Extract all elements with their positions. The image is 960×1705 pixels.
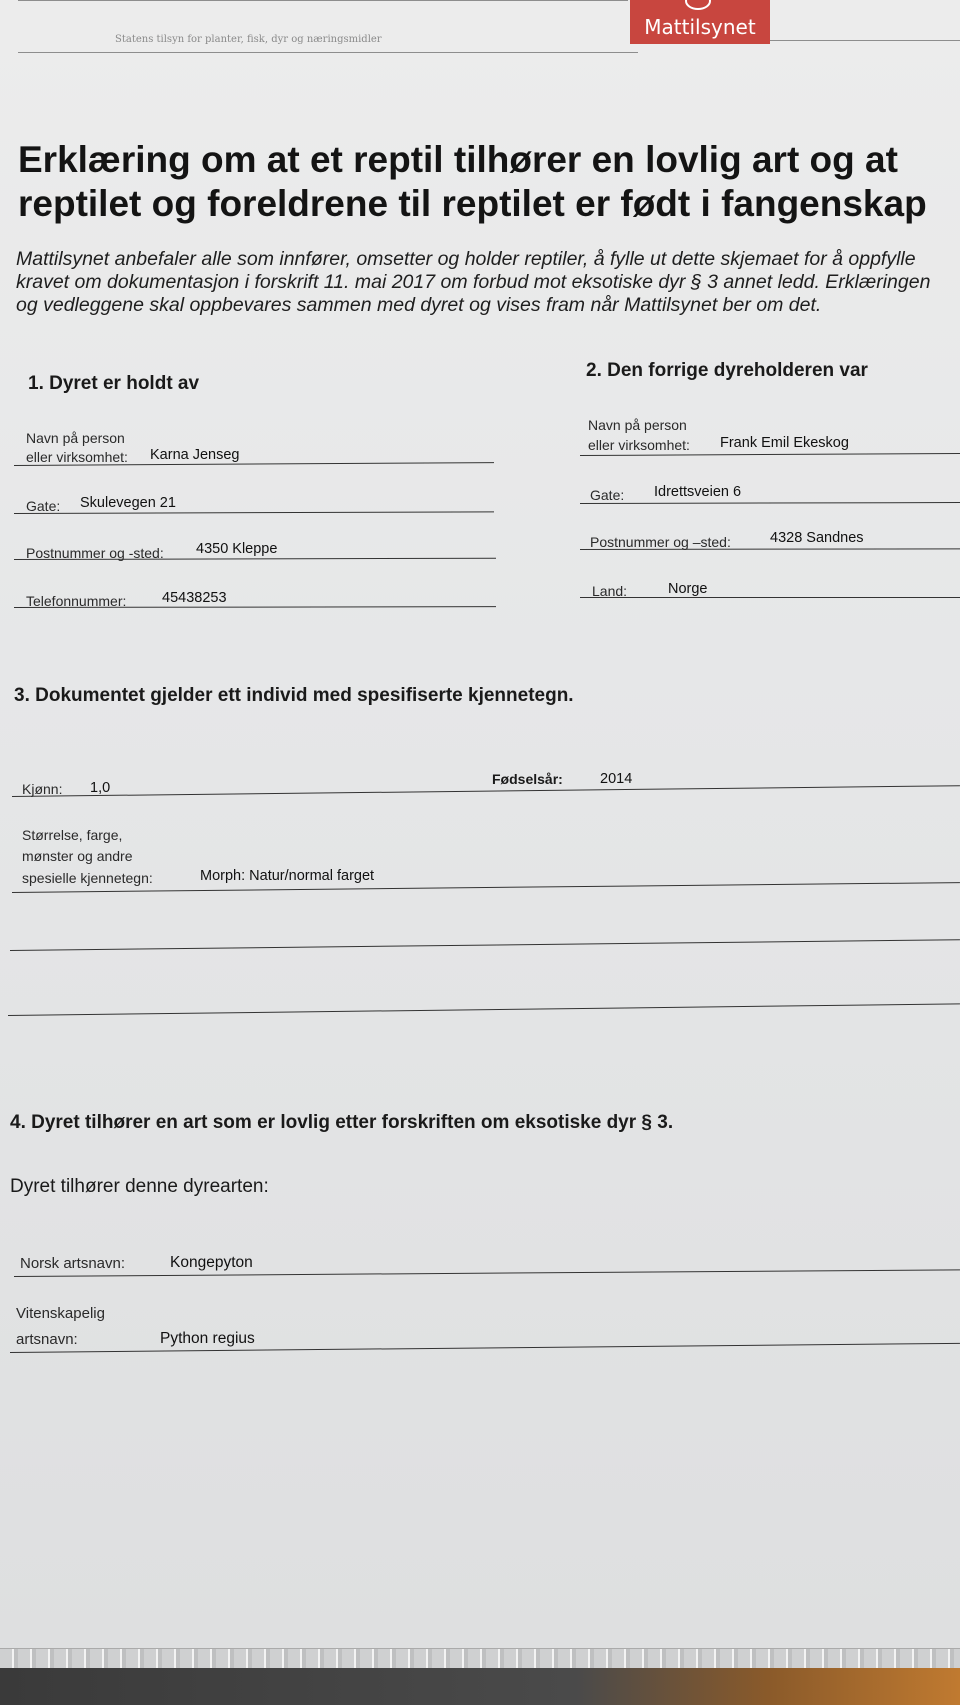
intro-text bbox=[16, 248, 930, 317]
s2-street-value[interactable]: Idrettsveien 6 bbox=[654, 484, 742, 500]
s1-postal-label: Postnummer og -sted: bbox=[26, 545, 164, 561]
mattilsynet-logo bbox=[630, 0, 770, 44]
s2-name-label-2: eller virksomhet: bbox=[588, 437, 690, 453]
intro-line-2: kravet om dokumentasjon i forskrift 11. mai 2017 om forbud mot eksotiske dyr § 3 annet ledd. Erklæringen bbox=[16, 271, 931, 293]
s2-postal-value[interactable]: 4328 Sandnes bbox=[770, 530, 864, 546]
header-rule-top bbox=[18, 0, 628, 1]
s1-postal-line bbox=[14, 558, 496, 560]
s4-norwegian-line bbox=[14, 1269, 960, 1277]
intro-line-1: Mattilsynet anbefaler alle som innfører, omsetter og holder reptiler, å fylle ut dette skjemaet for å oppfylle bbox=[16, 248, 916, 270]
s3-sex-birth-line bbox=[12, 785, 960, 797]
s3-features-line-1 bbox=[12, 882, 960, 893]
s3-sex-label: Kjønn: bbox=[22, 781, 63, 797]
form-title bbox=[18, 138, 927, 226]
s2-country-label: Land: bbox=[592, 583, 628, 599]
s1-name-label-2: eller virksomhet: bbox=[26, 449, 128, 465]
logo-mark-icon bbox=[685, 0, 711, 10]
s3-features-label-3: spesielle kjennetegn: bbox=[22, 870, 153, 886]
s1-phone-label: Telefonnummer: bbox=[26, 593, 127, 609]
section-2-heading: 2. Den forrige dyreholderen var bbox=[586, 360, 868, 381]
intro-line-3: og vedleggene skal oppbevares sammen med dyret og vises fram når Mattilsynet ber om det. bbox=[16, 294, 822, 316]
s2-street-line bbox=[580, 502, 960, 504]
s4-scientific-line bbox=[10, 1343, 960, 1353]
s4-norwegian-value[interactable]: Kongepyton bbox=[170, 1254, 253, 1271]
s1-name-label-1: Navn på person bbox=[26, 430, 125, 446]
s3-sex-value[interactable]: 1,0 bbox=[90, 780, 111, 796]
s3-features-label-2: mønster og andre bbox=[22, 848, 133, 864]
s1-phone-value[interactable]: 45438253 bbox=[162, 590, 227, 606]
s2-postal-label: Postnummer og –sted: bbox=[590, 534, 731, 550]
s3-birth-label: Fødselsår: bbox=[492, 771, 563, 787]
s2-postal-line bbox=[580, 548, 960, 550]
logo-text: Mattilsynet bbox=[644, 15, 756, 39]
s4-scientific-value[interactable]: Python regius bbox=[160, 1330, 255, 1347]
s2-name-label-1: Navn på person bbox=[588, 417, 687, 433]
section-3-heading: 3. Dokumentet gjelder ett individ med spesifiserte kjennetegn. bbox=[14, 685, 574, 706]
agency-line: Statens tilsyn for planter, fisk, dyr og næringsmidler bbox=[115, 34, 382, 45]
s4-subheading: Dyret tilhører denne dyrearten: bbox=[10, 1176, 269, 1197]
s2-country-value[interactable]: Norge bbox=[668, 581, 708, 597]
header-rule-right bbox=[770, 40, 960, 41]
header-rule bbox=[18, 52, 638, 53]
background-floor bbox=[0, 1668, 960, 1705]
s1-phone-line bbox=[14, 606, 496, 608]
s2-name-value[interactable]: Frank Emil Ekeskog bbox=[720, 435, 849, 451]
s3-birth-value[interactable]: 2014 bbox=[600, 771, 633, 787]
s1-postal-value[interactable]: 4350 Kleppe bbox=[196, 541, 278, 557]
s2-street-label: Gate: bbox=[590, 487, 625, 503]
s3-features-value[interactable]: Morph: Natur/normal farget bbox=[200, 868, 375, 884]
s1-street-value[interactable]: Skulevegen 21 bbox=[80, 495, 176, 511]
s4-norwegian-label: Norsk artsnavn: bbox=[20, 1255, 126, 1272]
s2-country-line bbox=[580, 597, 960, 598]
s4-scientific-label-1: Vitenskapelig bbox=[16, 1305, 105, 1322]
s3-features-line-3 bbox=[8, 1003, 960, 1016]
section-1-heading: 1. Dyret er holdt av bbox=[28, 373, 200, 394]
s1-street-line bbox=[14, 511, 494, 514]
form-title-line-1: Erklæring om at et reptil tilhører en lovlig art og at bbox=[18, 139, 898, 180]
s3-features-line-2 bbox=[10, 939, 960, 951]
section-4-heading: 4. Dyret tilhører en art som er lovlig etter forskriften om eksotiske dyr § 3. bbox=[10, 1112, 674, 1133]
s4-scientific-label-2: artsnavn: bbox=[16, 1331, 78, 1348]
s3-features-label-1: Størrelse, farge, bbox=[22, 827, 123, 843]
s1-name-value[interactable]: Karna Jenseg bbox=[150, 447, 240, 463]
s1-street-label: Gate: bbox=[26, 498, 61, 514]
binder-edge bbox=[0, 1648, 960, 1669]
form-title-line-2: reptilet og foreldrene til reptilet er født i fangenskap bbox=[18, 183, 927, 224]
